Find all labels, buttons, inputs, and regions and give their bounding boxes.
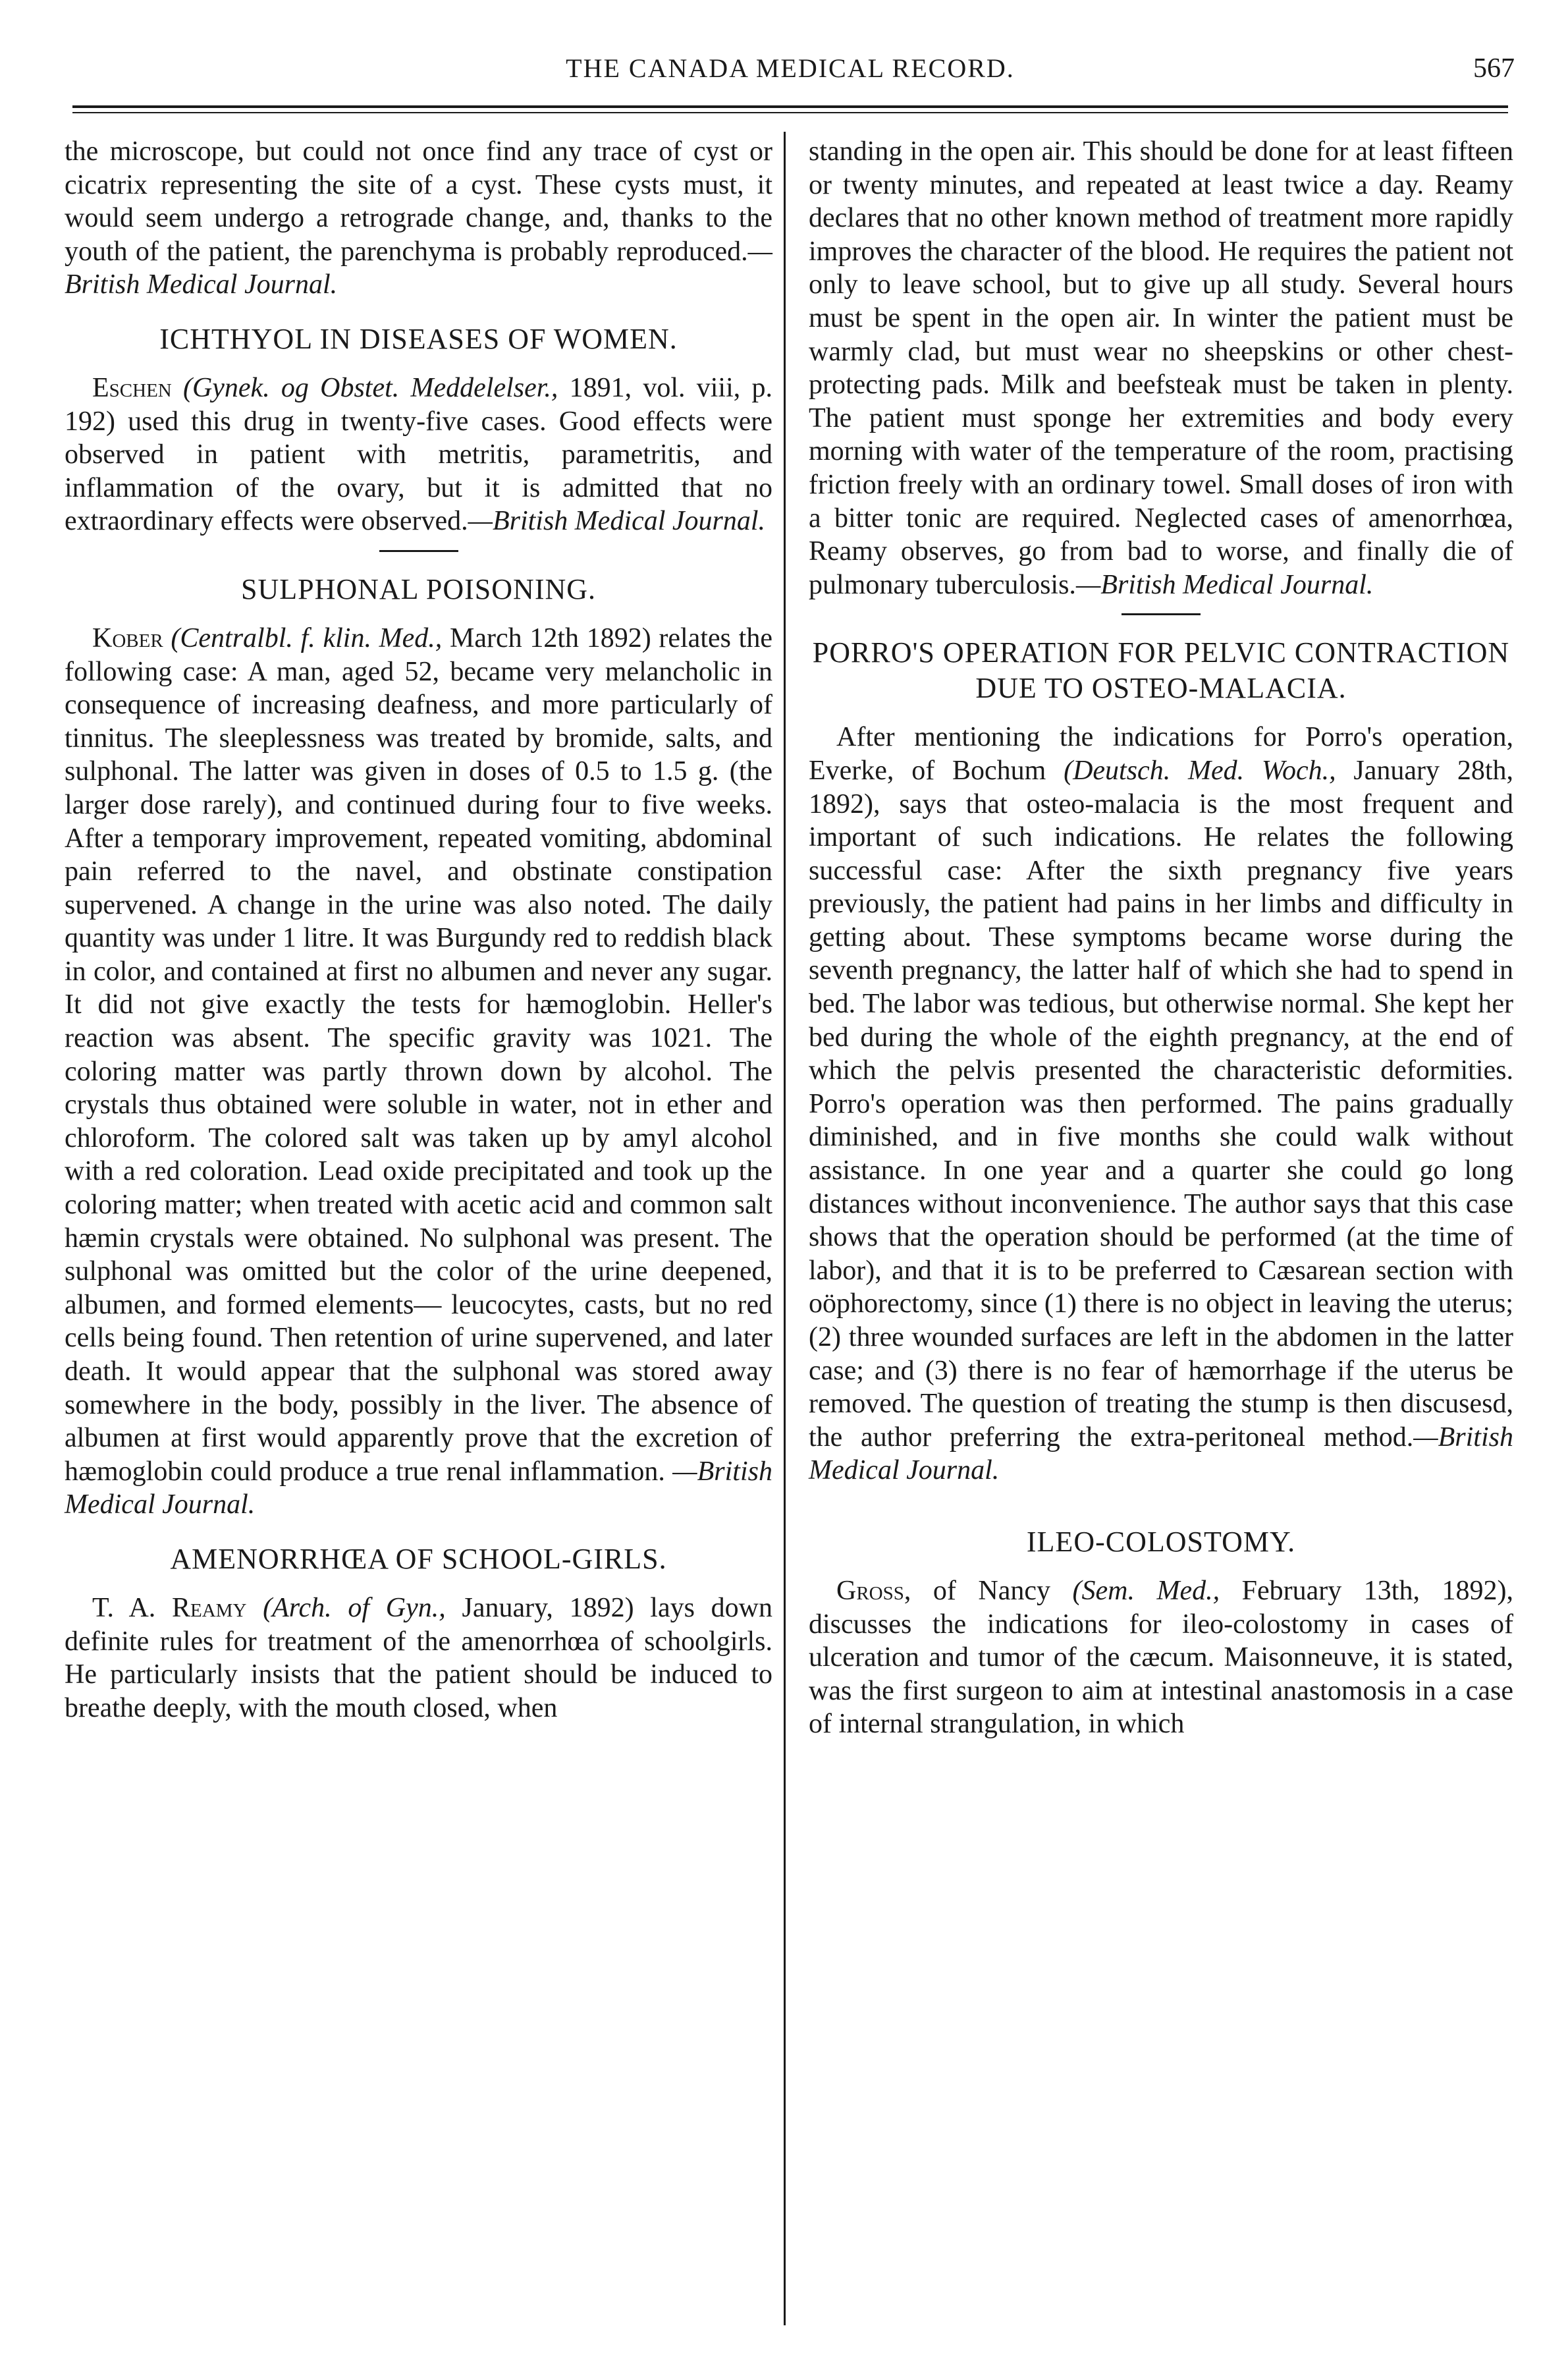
article-title-ileo-colostomy: ILEO-COLOSTOMY. bbox=[1026, 1525, 1296, 1558]
header-rule-thick bbox=[72, 105, 1508, 108]
article-body-amenorrhoea: T. A. Reamy (Arch. of Gyn., January, 1892) lays down definite rules for treatment of the amenorrhœa of schoolgirls. He particularly insists that the patient should be induced to breathe deeply, with the mouth closed, when bbox=[65, 1592, 772, 1723]
journal-title: THE CANADA MEDICAL RECORD. bbox=[566, 53, 1015, 83]
continuation-paragraph: standing in the open air. This should be done for at least fifteen or twenty minutes, and repeated at least twice a day. Reamy declares that no other known method of treatment more rapidly improves the character of the blood. He requires the patient not only to leave school, but to give up all study. Several hours must be spent in the open air. In winter the patient must be warmly clad, but must wear no sheepskins or other chest-protecting pads. Milk and beefsteak must be taken in plenty. The patient must sponge her extremities and body every morning with water of the temperature of the room, practising friction freely with an ordinary towel. Small doses of iron with a bitter tonic are required. Neglected cases of amenorrhœa, Reamy observes, go from bad to worse, and finally die of pulmonary tuberculosis.—British Medical Journal. bbox=[809, 136, 1513, 600]
section-divider bbox=[1122, 613, 1201, 615]
article-body-ichthyol: Eschen (Gynek. og Obstet. Meddelelser., 1891, vol. viii, p. 192) used this drug in twenty-five cases. Good effects were observed in patient with metritis, parametritis, and inflammation of the ovary, but it is admitted that no extraordinary effects were observed.—British Medical Journal. bbox=[65, 372, 772, 537]
header-rule-thin bbox=[72, 112, 1508, 113]
article-body-ileo-colostomy: Gross, of Nancy (Sem. Med., February 13th, 1892), discusses the indications for ileo-colostomy in cases of ulceration and tumor of the cæcum. Maisonneuve, it is stated, was the first surgeon to aim at intestinal anastomosis in a case of internal strangulation, in which bbox=[809, 1575, 1513, 1740]
article-title-ichthyol: ICHTHYOL IN DISEASES OF WOMEN. bbox=[159, 322, 678, 355]
section-divider bbox=[379, 550, 458, 552]
article-title-sulphonal: SULPHONAL POISONING. bbox=[240, 572, 597, 605]
right-column bbox=[809, 135, 1513, 1741]
intro-paragraph: the microscope, but could not once find any trace of cyst or cicatrix representing the site of a cyst. These cysts must, it would seem undergo a retrograde change, and, thanks to the youth of the patient, the parenchyma is probably reproduced.—British Medical Journal. bbox=[65, 136, 772, 300]
article-body-sulphonal: Kober (Centralbl. f. klin. Med., March 12th 1892) relates the following case: A man, aged 52, became very melancholic in consequence of increasing deafness, and more particularly of tinnitus. The sleeplessness was treated by bromide, salts, and sulphonal. The latter was given in doses of 0.5 to 1.5 g. (the larger dose rarely), and continued during four to five weeks. After a temporary improvement, repeated vomiting, abdominal pain referred to the navel, and obstinate constipation supervened. A change in the urine was also noted. The daily quantity was under 1 litre. It was Burgundy red to reddish black in color, and contained at first no albumen and never any sugar. It did not give exactly the tests for hæmoglobin. Heller's reaction was absent. The specific gravity was 1021. The coloring matter was partly thrown down by alcohol. The crystals thus obtained were soluble in water, not in ether and chloroform. The colored salt was taken up by amyl alcohol with a red coloration. Lead oxide precipitated and took up the coloring matter; when treated with acetic acid and common salt hæmin crystals were obtained. No sulphonal was present. The sulphonal was omitted but the color of the urine deepened, albumen, and formed elements— leucocytes, casts, but no red cells being found. Then retention of urine supervened, and later death. It would appear that the sulphonal was stored away somewhere in the body, possibly in the liver. The absence of albumen at first would apparently prove that the excretion of hæmoglobin could produce a true renal inflammation. —British Medical Journal. bbox=[65, 623, 772, 1520]
page-number: 567 bbox=[1473, 53, 1515, 84]
article-body-porro: After mentioning the indications for Porro's operation, Everke, of Bochum (Deutsch. Med. Woch., January 28th, 1892), says that osteo-malacia is the most frequent and important of such indications. He relates the following successful case: After the sixth pregnancy five years previously, the patient had pains in her limbs and difficulty in getting about. These symptoms became worse during the seventh pregnancy, the latter half of which she had to spend in bed. The labor was tedious, but otherwise normal. She kept her bed during the whole of the eighth pregnancy, at the end of which the pelvis presented the characteristic deformities. Porro's operation was then performed. The pains gradually diminished, and in five months she could walk without assistance. In one year and a quarter she could go long distances without inconvenience. The author says that this case shows that the operation should be performed (at the time of labor), and that it is to be preferred to Cæsarean section with oöphorectomy, since (1) there is no object in leaving the uterus; (2) three wounded surfaces are left in the abdomen in the latter case; and (3) there is no fear of hæmorrhage if the uterus be removed. The question of treating the stump is then discusesd, the author preferring the extra-peritoneal method.—British Medical Journal. bbox=[809, 722, 1513, 1486]
running-header bbox=[66, 53, 1515, 105]
article-title-porro: PORRO'S OPERATION FOR PELVIC CONTRACTION DUE TO OSTEO-MALACIA. bbox=[812, 636, 1510, 705]
left-column bbox=[65, 135, 772, 1725]
column-divider bbox=[784, 132, 786, 2325]
article-title-amenorrhoea: AMENORRHŒA OF SCHOOL-GIRLS. bbox=[170, 1542, 667, 1575]
